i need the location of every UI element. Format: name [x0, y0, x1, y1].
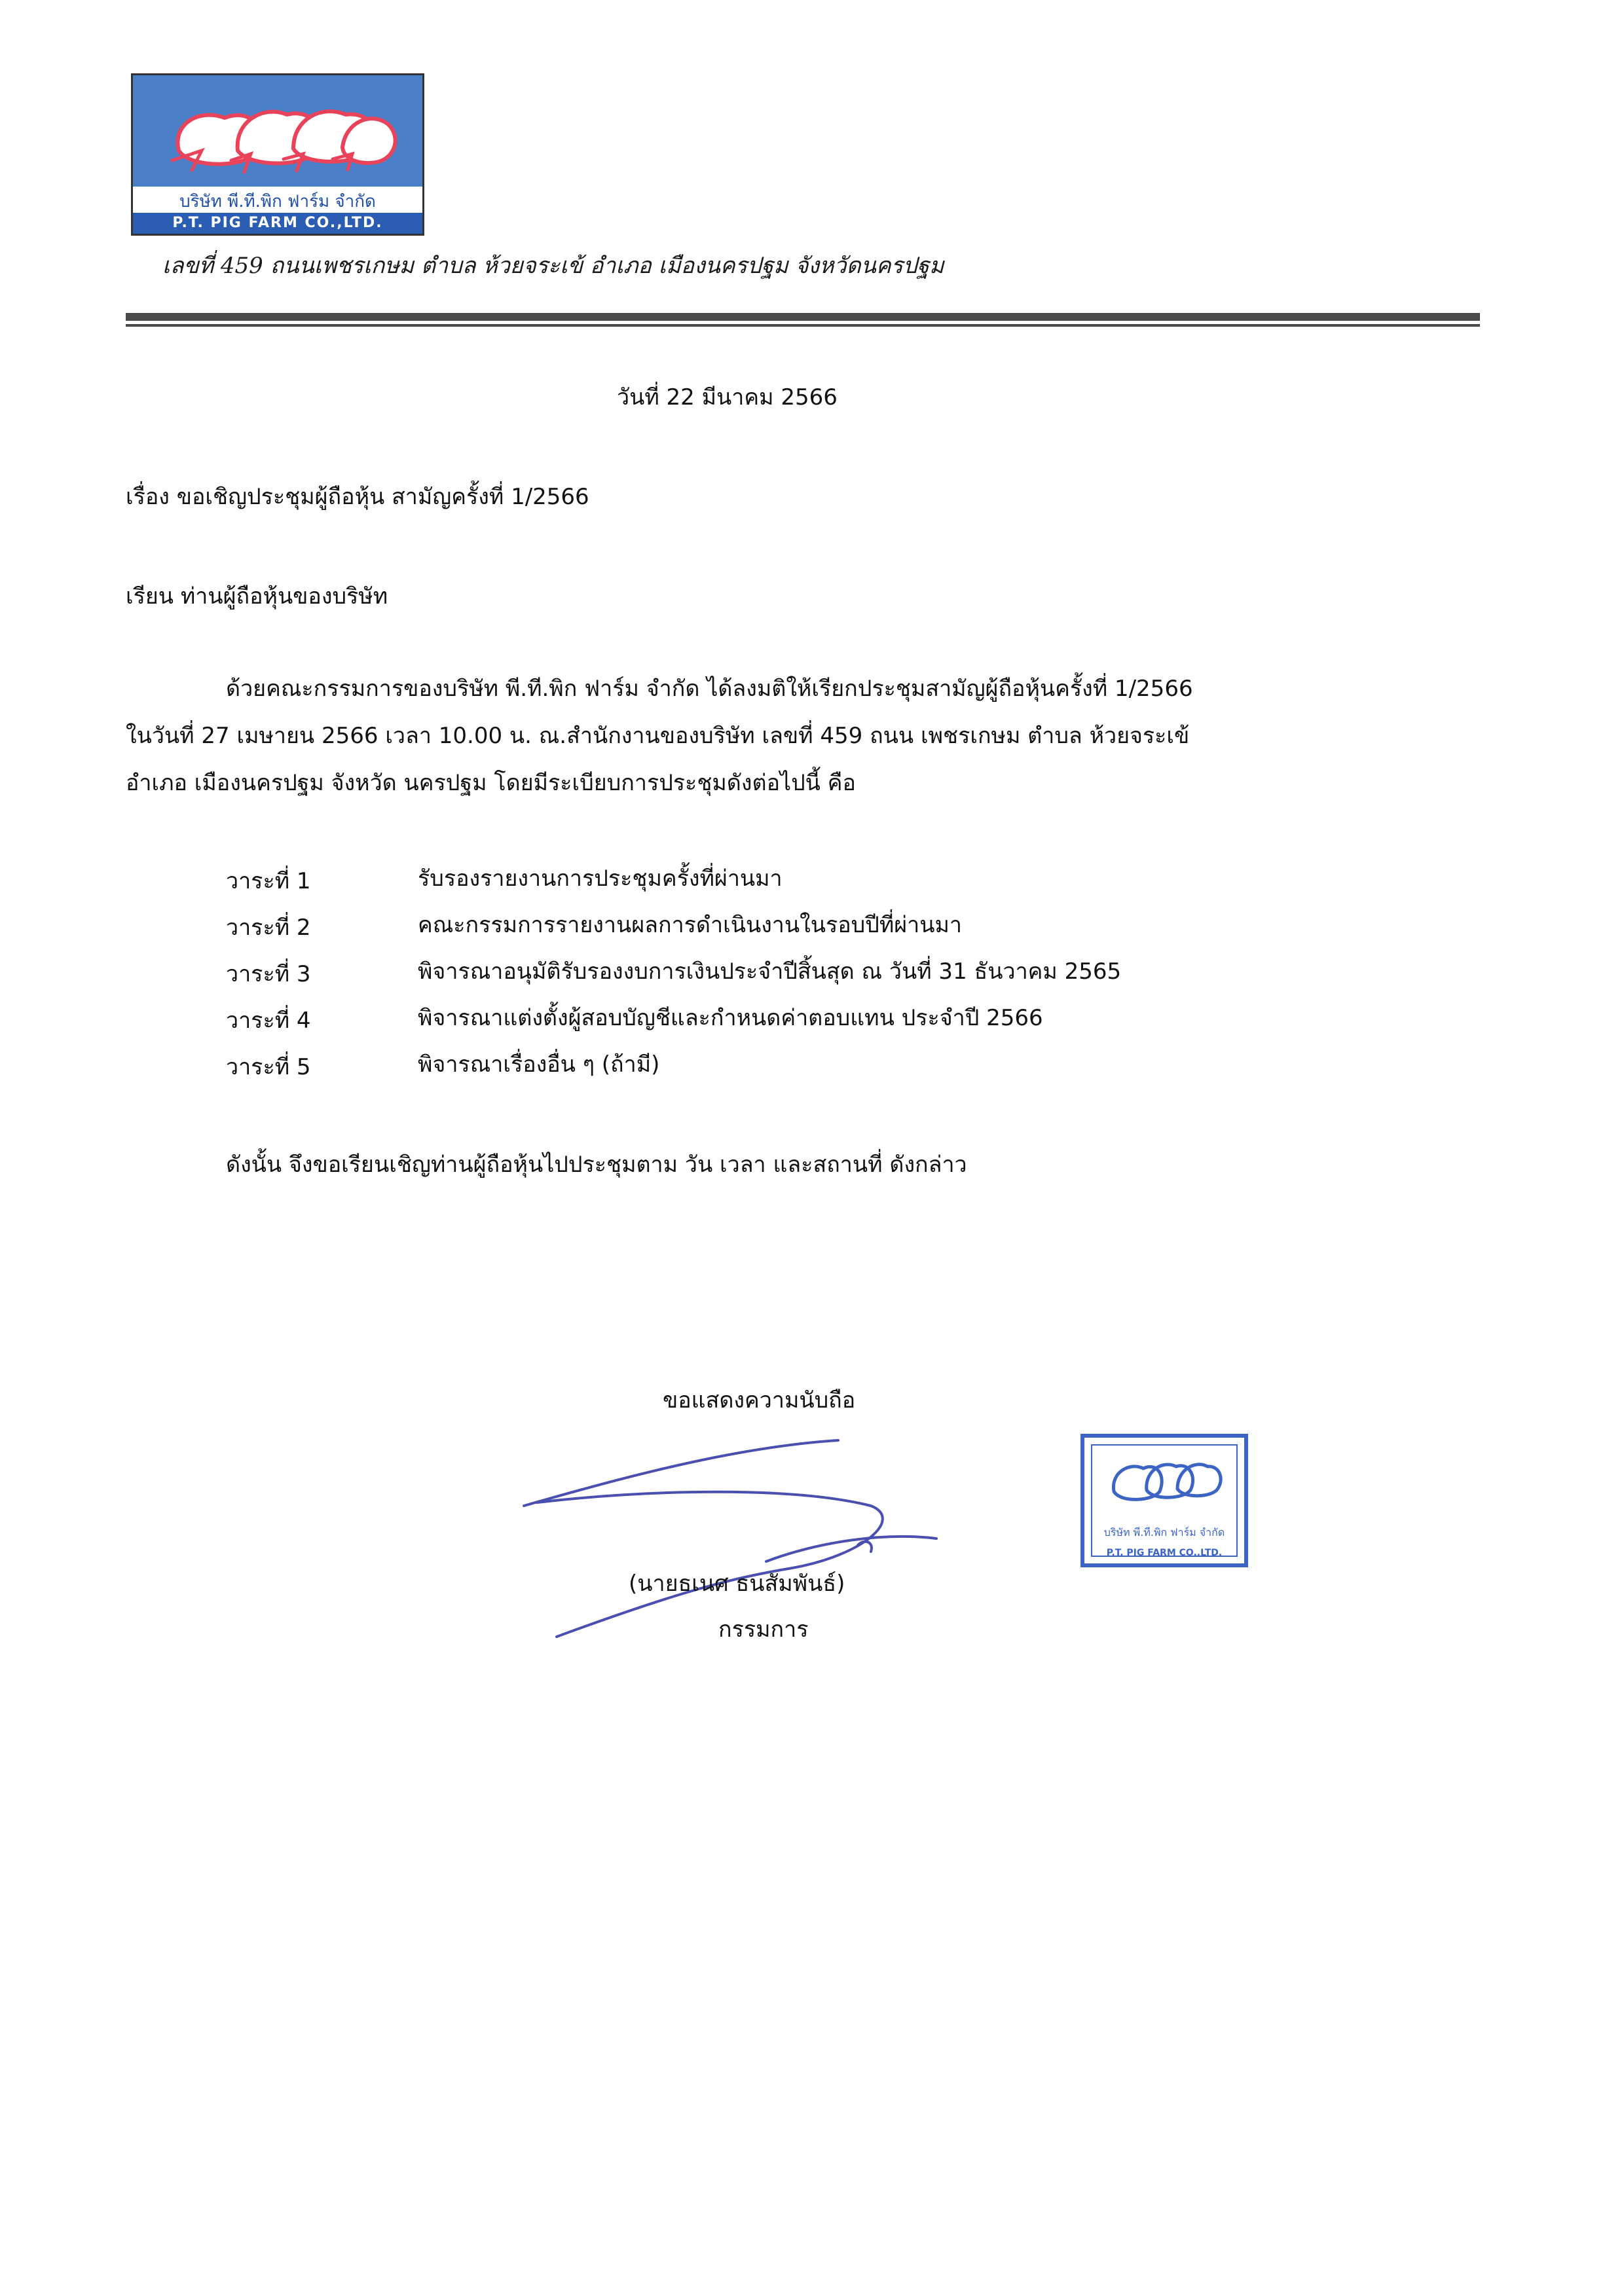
company-logo	[131, 73, 424, 236]
agenda-item: พิจารณาเรื่องอื่น ๆ (ถ้ามี)	[418, 1051, 660, 1078]
letter-salutation: เรียน ท่านผู้ถือหุ้นของบริษัท	[126, 583, 388, 610]
agenda-item: พิจารณาแต่งตั้งผู้สอบบัญชีและกำหนดค่าตอบแทน ประจำปี 2566	[418, 1005, 1043, 1031]
signature-regards: ขอแสดงความนับถือ	[663, 1387, 856, 1413]
agenda-number: วาระที่ 1	[226, 868, 311, 894]
header-divider-thick	[126, 313, 1480, 321]
signatory-title: กรรมการ	[718, 1616, 809, 1643]
header-divider-thin	[126, 324, 1480, 327]
body-paragraph-line-2: ในวันที่ 27 เมษายน 2566 เวลา 10.00 น. ณ.สำนักงานของบริษัท เลขที่ 459 ถนน เพชรเกษม ตำบล ห้วยจระเข้	[126, 723, 1190, 749]
letter-subject: เรื่อง ขอเชิญประชุมผู้ถือหุ้น สามัญครั้งที่ 1/2566	[126, 484, 589, 510]
company-stamp	[1080, 1434, 1248, 1567]
body-paragraph-line-3: อำเภอ เมืองนครปฐม จังหวัด นครปฐม โดยมีระเบียบการประชุมดังต่อไปนี้ คือ	[126, 770, 856, 796]
logo-thai-name: บริษัท พี.ที.พิก ฟาร์ม จำกัด	[179, 192, 376, 211]
agenda-item: รับรองรายงานการประชุมครั้งที่ผ่านมา	[418, 866, 783, 892]
body-paragraph-line-1: ด้วยคณะกรรมการของบริษัท พี.ที.พิก ฟาร์ม จำกัด ได้ลงมติให้เรียกประชุมสามัญผู้ถือหุ้นครั้งที่ 1/2566	[226, 676, 1193, 702]
agenda-item: คณะกรรมการรายงานผลการดำเนินงานในรอบปีที่ผ่านมา	[418, 912, 962, 938]
agenda-number: วาระที่ 5	[226, 1054, 311, 1080]
agenda-number: วาระที่ 4	[226, 1008, 311, 1034]
closing-line: ดังนั้น จึงขอเรียนเชิญท่านผู้ถือหุ้นไปประชุมตาม วัน เวลา และสถานที่ ดังกล่าว	[226, 1152, 967, 1178]
agenda-number: วาระที่ 3	[226, 961, 311, 987]
stamp-thai-name: บริษัท พี.ที.พิก ฟาร์ม จำกัด	[1103, 1526, 1225, 1539]
agenda-item: พิจารณาอนุมัติรับรองงบการเงินประจำปีสิ้นสุด ณ วันที่ 31 ธันวาคม 2565	[418, 958, 1122, 985]
stamp-pig-icon	[1104, 1452, 1228, 1511]
pig-silhouettes-icon	[153, 88, 408, 187]
stamp-english-name: P.T. PIG FARM CO.,LTD.	[1106, 1548, 1223, 1558]
letter-date: วันที่ 22 มีนาคม 2566	[617, 384, 838, 410]
company-address: เลขที่ 459 ถนนเพชรเกษม ตำบล ห้วยจระเข้ อำเภอ เมืองนครปฐม จังหวัดนครปฐม	[162, 253, 944, 279]
agenda-number: วาระที่ 2	[226, 915, 311, 941]
signatory-name: (นายธเนศ ธนสัมพันธ์)	[629, 1571, 845, 1597]
handwritten-signature	[517, 1427, 963, 1643]
logo-english-name: P.T. PIG FARM CO.,LTD.	[133, 213, 422, 234]
